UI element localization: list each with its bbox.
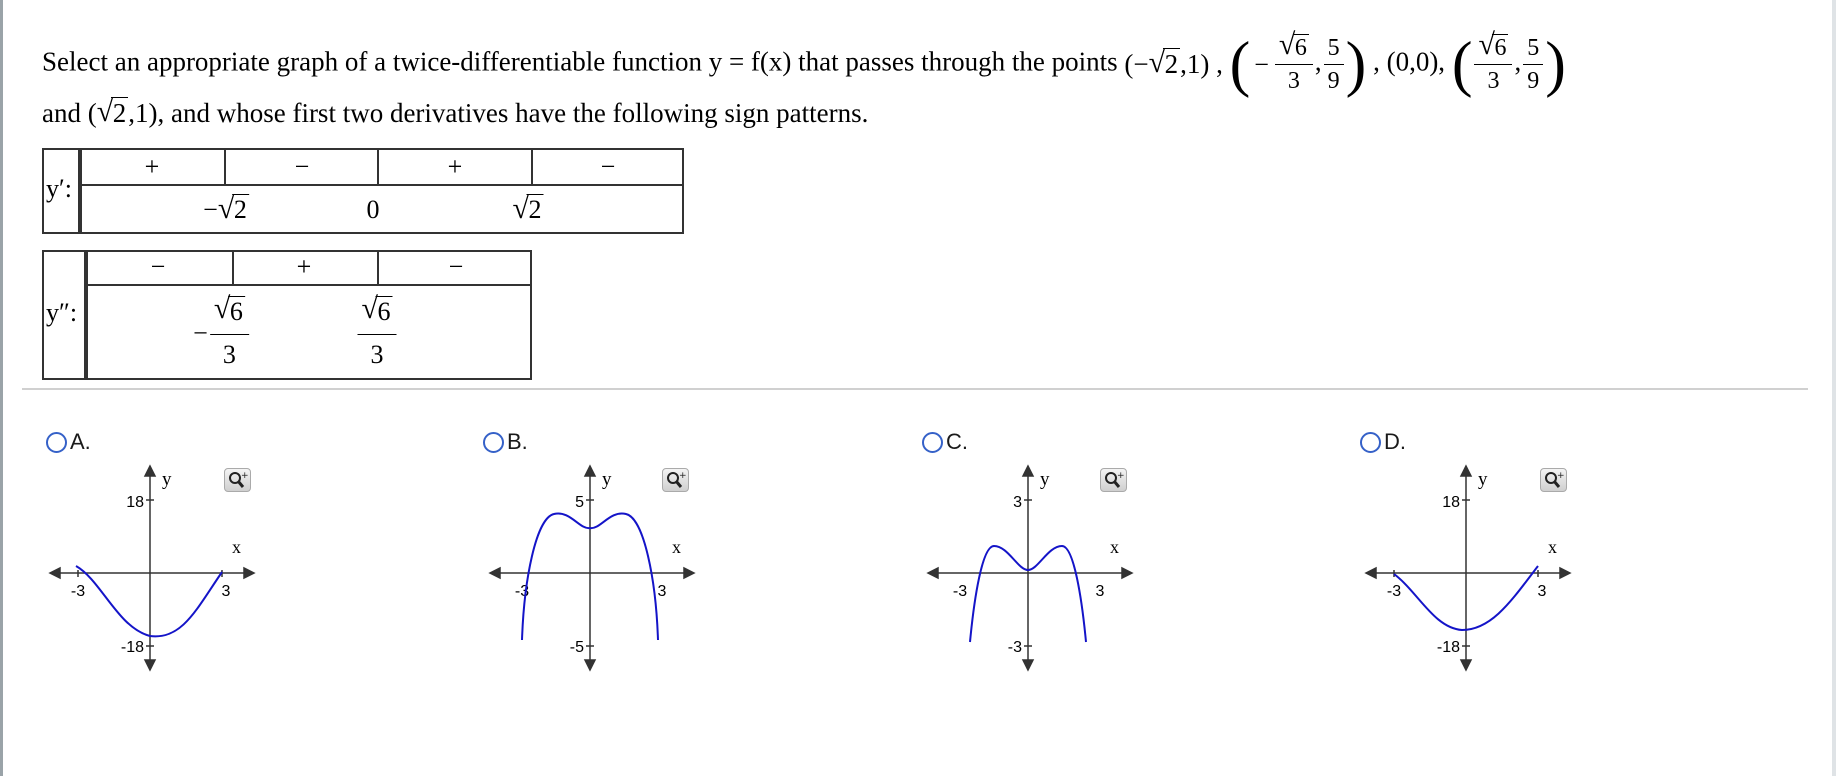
choice-b[interactable]: B. [483, 428, 528, 455]
svg-text:+: + [241, 471, 249, 481]
svg-text:-3: -3 [1386, 583, 1402, 600]
choice-d[interactable]: D. [1360, 428, 1406, 455]
sign-cell: + [447, 152, 463, 181]
svg-text:+: + [679, 471, 687, 481]
xmin-label: -3 [70, 583, 86, 600]
svg-text:-5: -5 [569, 639, 584, 656]
radio-button-d[interactable] [1360, 432, 1381, 453]
sign-cell: + [144, 152, 160, 181]
graph-b[interactable] [486, 460, 706, 680]
svg-text:x: x [1110, 537, 1119, 557]
question-line-1 [42, 30, 1566, 99]
graph-c[interactable] [924, 460, 1144, 680]
svg-text:+: + [1557, 471, 1565, 481]
svg-text:5: 5 [575, 494, 584, 511]
svg-text:3: 3 [1095, 583, 1105, 600]
boundary-value: √ $\frac{6}{3}$ [356, 298, 399, 369]
sign-cell: + [296, 252, 312, 281]
choice-a[interactable]: A. [46, 428, 91, 455]
graph-a[interactable] [46, 460, 266, 680]
svg-text:18: 18 [1442, 494, 1460, 511]
svg-text:-3: -3 [514, 583, 530, 600]
left-border [0, 0, 3, 776]
boundary-value: √ 2 [513, 195, 544, 225]
point-4: ( √ $\frac{6}{3}$ , $\frac{5}{9}$ ) [1452, 34, 1566, 95]
boundary-value: 0 [366, 195, 380, 224]
table-label-y-prime: y′: [42, 148, 80, 234]
right-scrollbar-edge [1832, 0, 1836, 776]
svg-text:+: + [1117, 471, 1125, 481]
svg-text:y: y [1040, 469, 1050, 490]
question-line-2: and (√ 2,1), and whose first two derivatives have the following sign patterns. [42, 98, 868, 129]
sign-cell: − [600, 152, 616, 181]
point-1: (−√ 2,1) , [1124, 49, 1222, 80]
radio-button-a[interactable] [46, 432, 67, 453]
point-2: ( − √ $\frac{6}{3}$ , $\frac{5}{9}$ ) [1230, 34, 1367, 95]
svg-text:y: y [1478, 469, 1488, 490]
section-divider [22, 388, 1808, 390]
svg-text:3: 3 [1537, 583, 1547, 600]
boundary-value: −√ 2 [203, 195, 249, 225]
ymin-label: -18 [120, 639, 144, 656]
svg-text:3: 3 [1013, 494, 1022, 511]
boundary-value: − √ $\frac{6}{3}$ [193, 298, 251, 369]
ymax-label: 18 [126, 494, 144, 511]
svg-text:x: x [1548, 537, 1557, 557]
radio-button-b[interactable] [483, 432, 504, 453]
svg-text:-3: -3 [952, 583, 968, 600]
sqrt-symbol: √ 2 [1149, 49, 1181, 80]
point-3: , (0,0), [1373, 46, 1446, 77]
svg-text:-18: -18 [1436, 639, 1460, 656]
choice-c[interactable]: C. [922, 428, 968, 455]
xmax-label: 3 [221, 583, 231, 600]
sign-cell: − [294, 152, 310, 181]
graph-d[interactable] [1362, 460, 1582, 680]
curve [76, 566, 222, 636]
svg-text:-3: -3 [1007, 639, 1022, 656]
svg-text:x: x [672, 537, 681, 557]
question-text: Select an appropriate graph of a twice-differentiable function y = f(x) that passes through the points [42, 46, 1118, 77]
x-axis-label: x [232, 537, 241, 557]
radio-button-c[interactable] [922, 432, 943, 453]
svg-text:y: y [602, 469, 612, 490]
sqrt-symbol: √ 2 [97, 98, 129, 129]
table-body [80, 148, 684, 234]
table-label-y-double-prime: y″: [42, 250, 86, 380]
y-axis-label: y [162, 469, 172, 490]
sign-cell: − [448, 252, 464, 281]
sign-cell: − [150, 252, 166, 281]
svg-text:3: 3 [657, 583, 667, 600]
